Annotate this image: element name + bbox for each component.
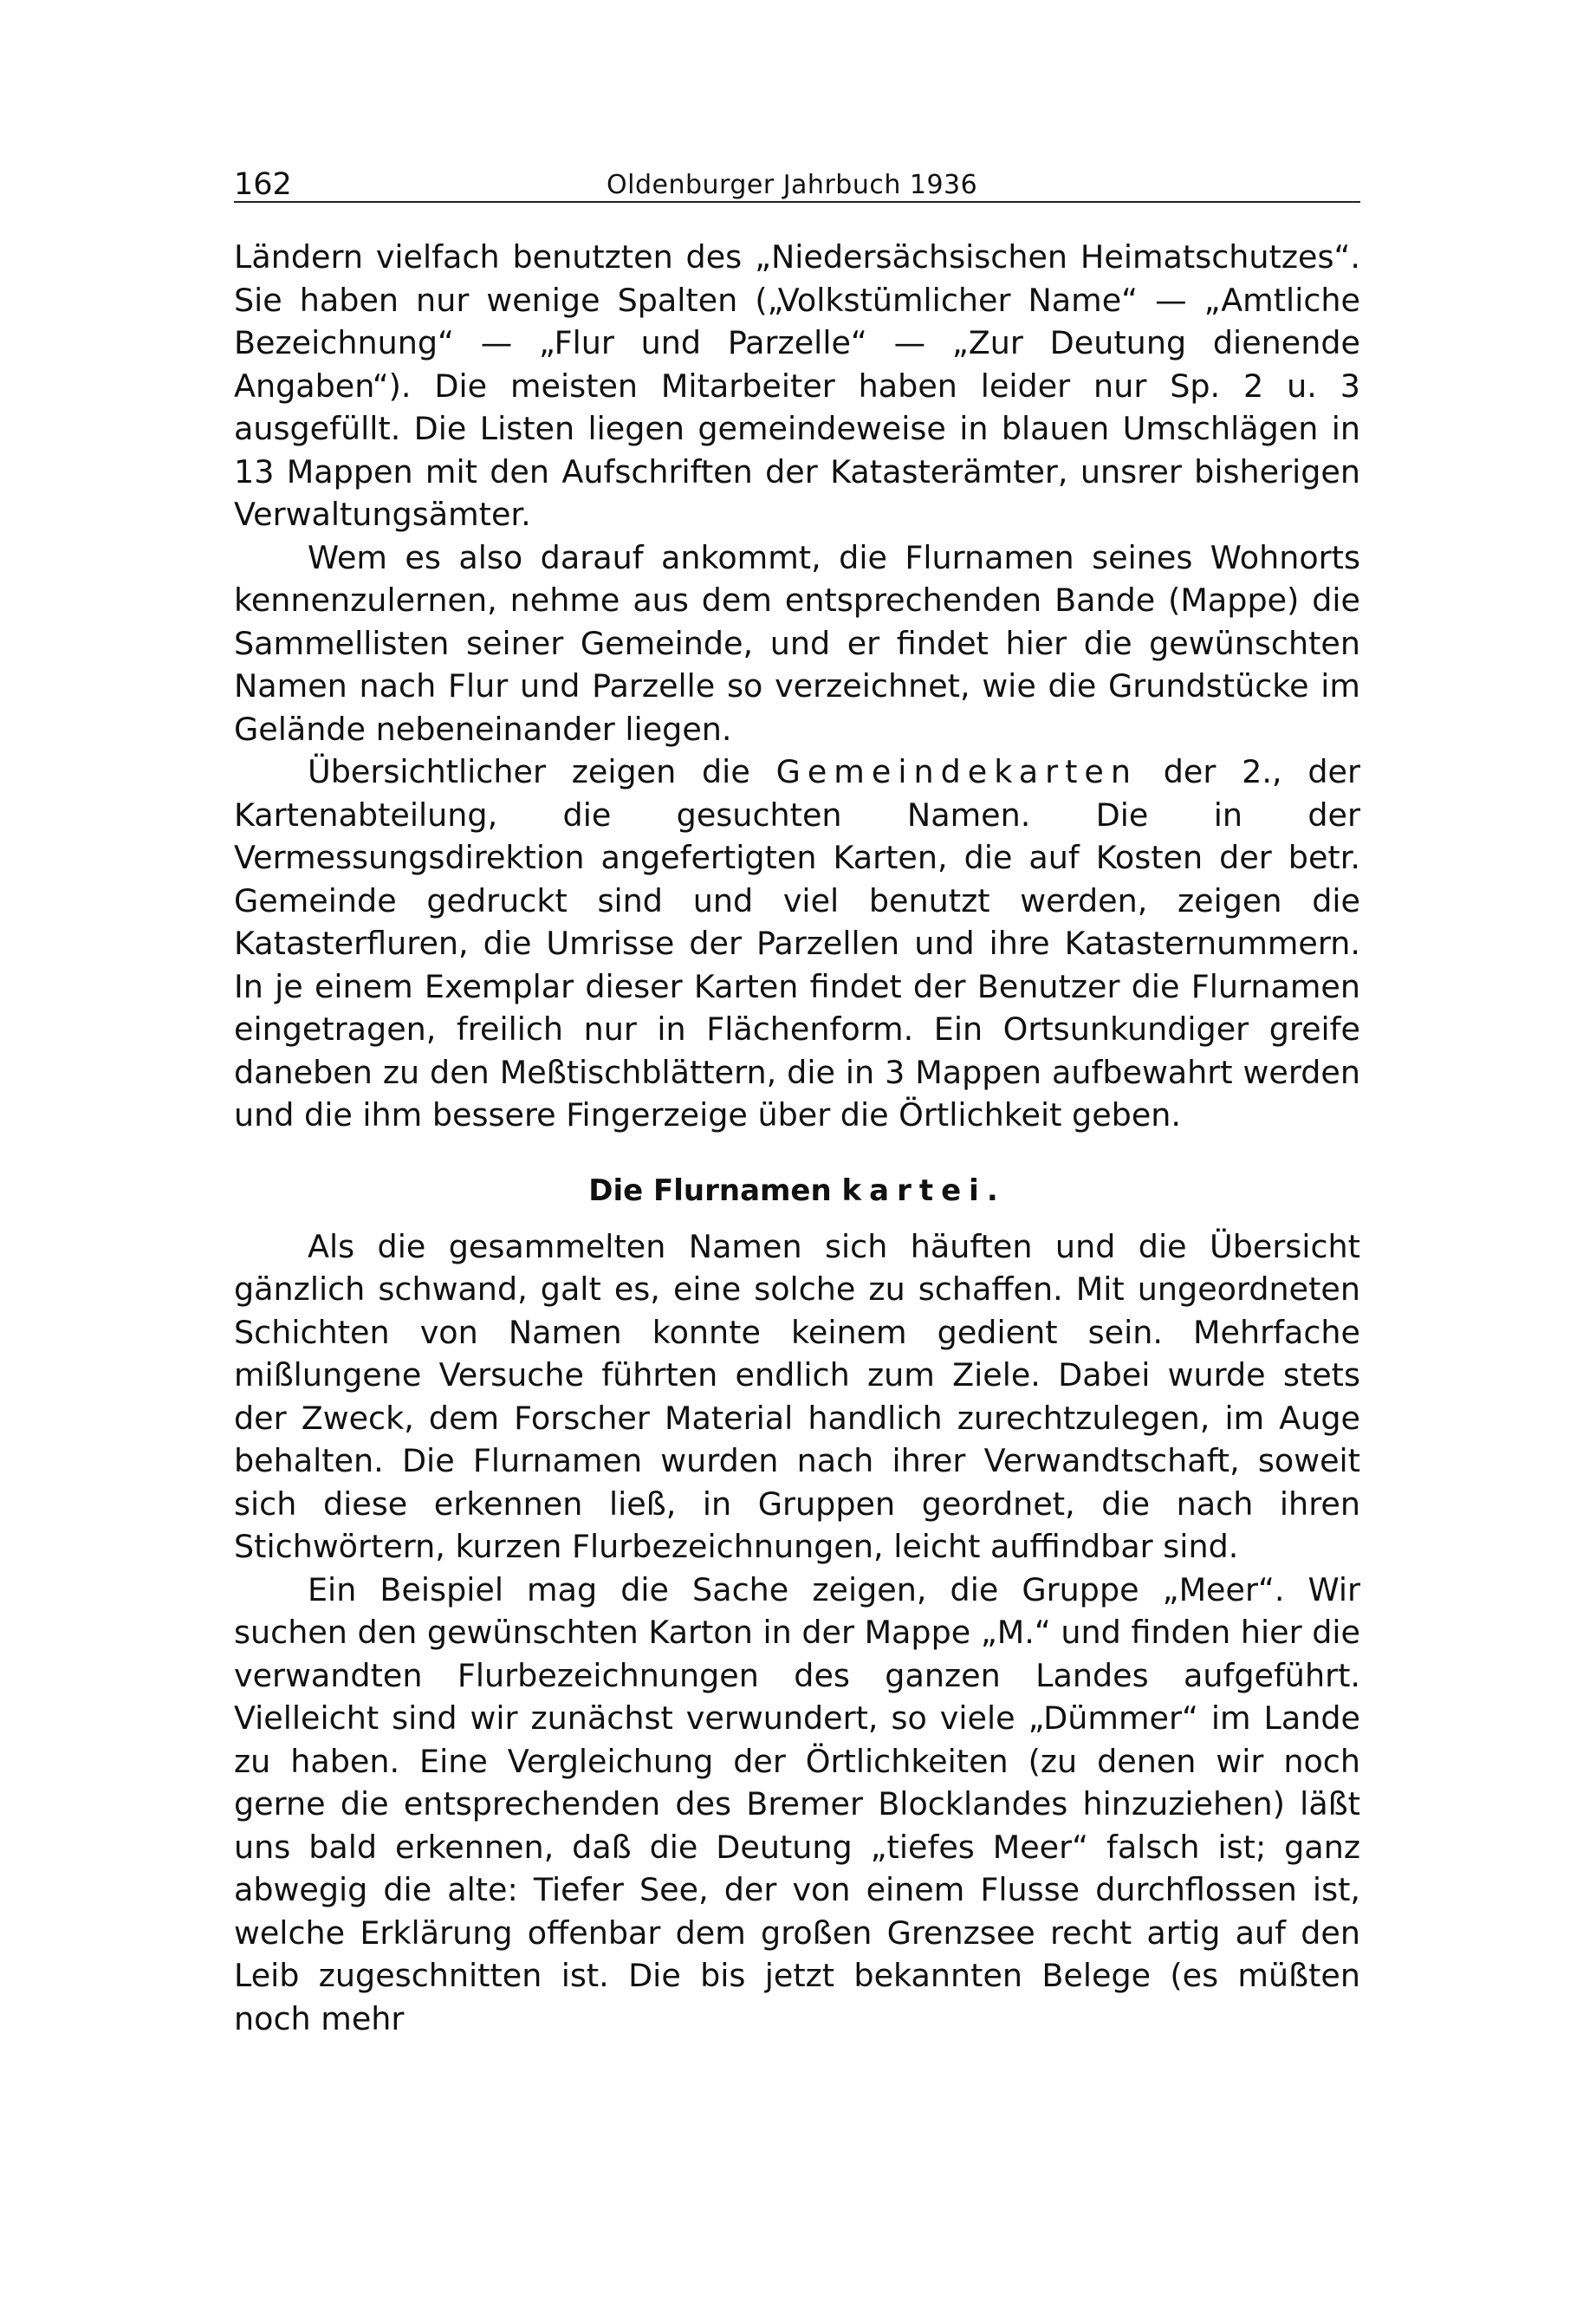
- section-heading-part-2: kartei.: [841, 1173, 1006, 1208]
- section-heading: [234, 1172, 1360, 1210]
- paragraph-3-start: Übersichtlicher zeigen die: [308, 753, 750, 790]
- paragraph-1: Ländern vielfach benutzten des „Niedersächsischen Heimatschutzes“. Sie haben nur wenige Spalten („Volkstümlicher Name“ — „Amtliche Bezeichnung“ — „Flur und Parzelle“ — „Zur Deutung dienende Angaben“). Die meisten Mitarbeiter haben leider nur Sp. 2 u. 3 ausgefüllt. Die Listen liegen gemeindeweise in blauen Umschlägen in 13 Mappen mit den Aufschriften der Katasterämter, unsrer bisherigen Verwaltungsämter.: [234, 238, 1360, 533]
- document-page: [234, 147, 1360, 2040]
- paragraph-3: [234, 750, 1360, 1137]
- spaced-term-gemeindekarten: Gemeindekarten: [775, 753, 1138, 790]
- body-text: [234, 236, 1360, 2040]
- page-number: 162: [234, 167, 292, 202]
- paragraph-2: Wem es also darauf ankommt, die Flurnamen seines Wohnorts kennenzulernen, nehme aus dem entsprechenden Bande (Mappe) die Sammellisten seiner Gemeinde, und er findet hier die gewünschten Namen nach Flur und Parzelle so verzeichnet, wie die Grundstücke im Gelände nebeneinander liegen.: [234, 538, 1360, 748]
- section-heading-part-1: Die Flurnamen: [588, 1173, 832, 1208]
- paragraph-3-rest: der 2., der Kartenabteilung, die gesuchten Namen. Die in der Vermessungsdirektion angefertigten Karten, die auf Kosten der betr. Gemeinde gedruckt sind und viel benutzt werden, zeigen die Katasterfluren, die Umrisse der Parzellen und ihre Katasternummern. In je einem Exemplar dieser Karten findet der Benutzer die Flurnamen eingetragen, freilich nur in Flächenform. Ein Ortsunkundiger greife daneben zu den Meßtischblättern, die in 3 Mappen aufbewahrt werden und die ihm bessere Fingerzeige über die Örtlichkeit geben.: [234, 753, 1360, 1134]
- paragraph-5: Ein Beispiel mag die Sache zeigen, die Gruppe „Meer“. Wir suchen den gewünschten Karton in der Mappe „M.“ und finden hier die verwandten Flurbezeichnungen des ganzen Landes aufgeführt. Vielleicht sind wir zunächst verwundert, so viele „Dümmer“ im Lande zu haben. Eine Vergleichung der Örtlichkeiten (zu denen wir noch gerne die entsprechenden des Bremer Blocklandes hinzuziehen) läßt uns bald erkennen, daß die Deutung „tiefes Meer“ falsch ist; ganz abwegig die alte: Tiefer See, der von einem Flusse durchflossen ist, welche Erklärung offenbar dem großen Grenzsee recht artig auf den Leib zugeschnitten ist. Die bis jetzt bekannten Belege (es müßten noch mehr: [234, 1570, 1360, 2037]
- journal-title: Oldenburger Jahrbuch 1936: [607, 170, 978, 200]
- running-header: [234, 147, 1360, 203]
- paragraph-4: Als die gesammelten Namen sich häuften und die Übersicht gänzlich schwand, galt es, eine solche zu schaffen. Mit ungeordneten Schichten von Namen konnte keinem gedient sein. Mehrfache mißlungene Versuche führten endlich zum Ziele. Dabei wurde stets der Zweck, dem Forscher Material handlich zurechtzulegen, im Auge behalten. Die Flurnamen wurden nach ihrer Verwandtschaft, soweit sich diese erkennen ließ, in Gruppen geordnet, die nach ihren Stichwörtern, kurzen Flurbezeichnungen, leicht auffindbar sind.: [234, 1227, 1360, 1565]
